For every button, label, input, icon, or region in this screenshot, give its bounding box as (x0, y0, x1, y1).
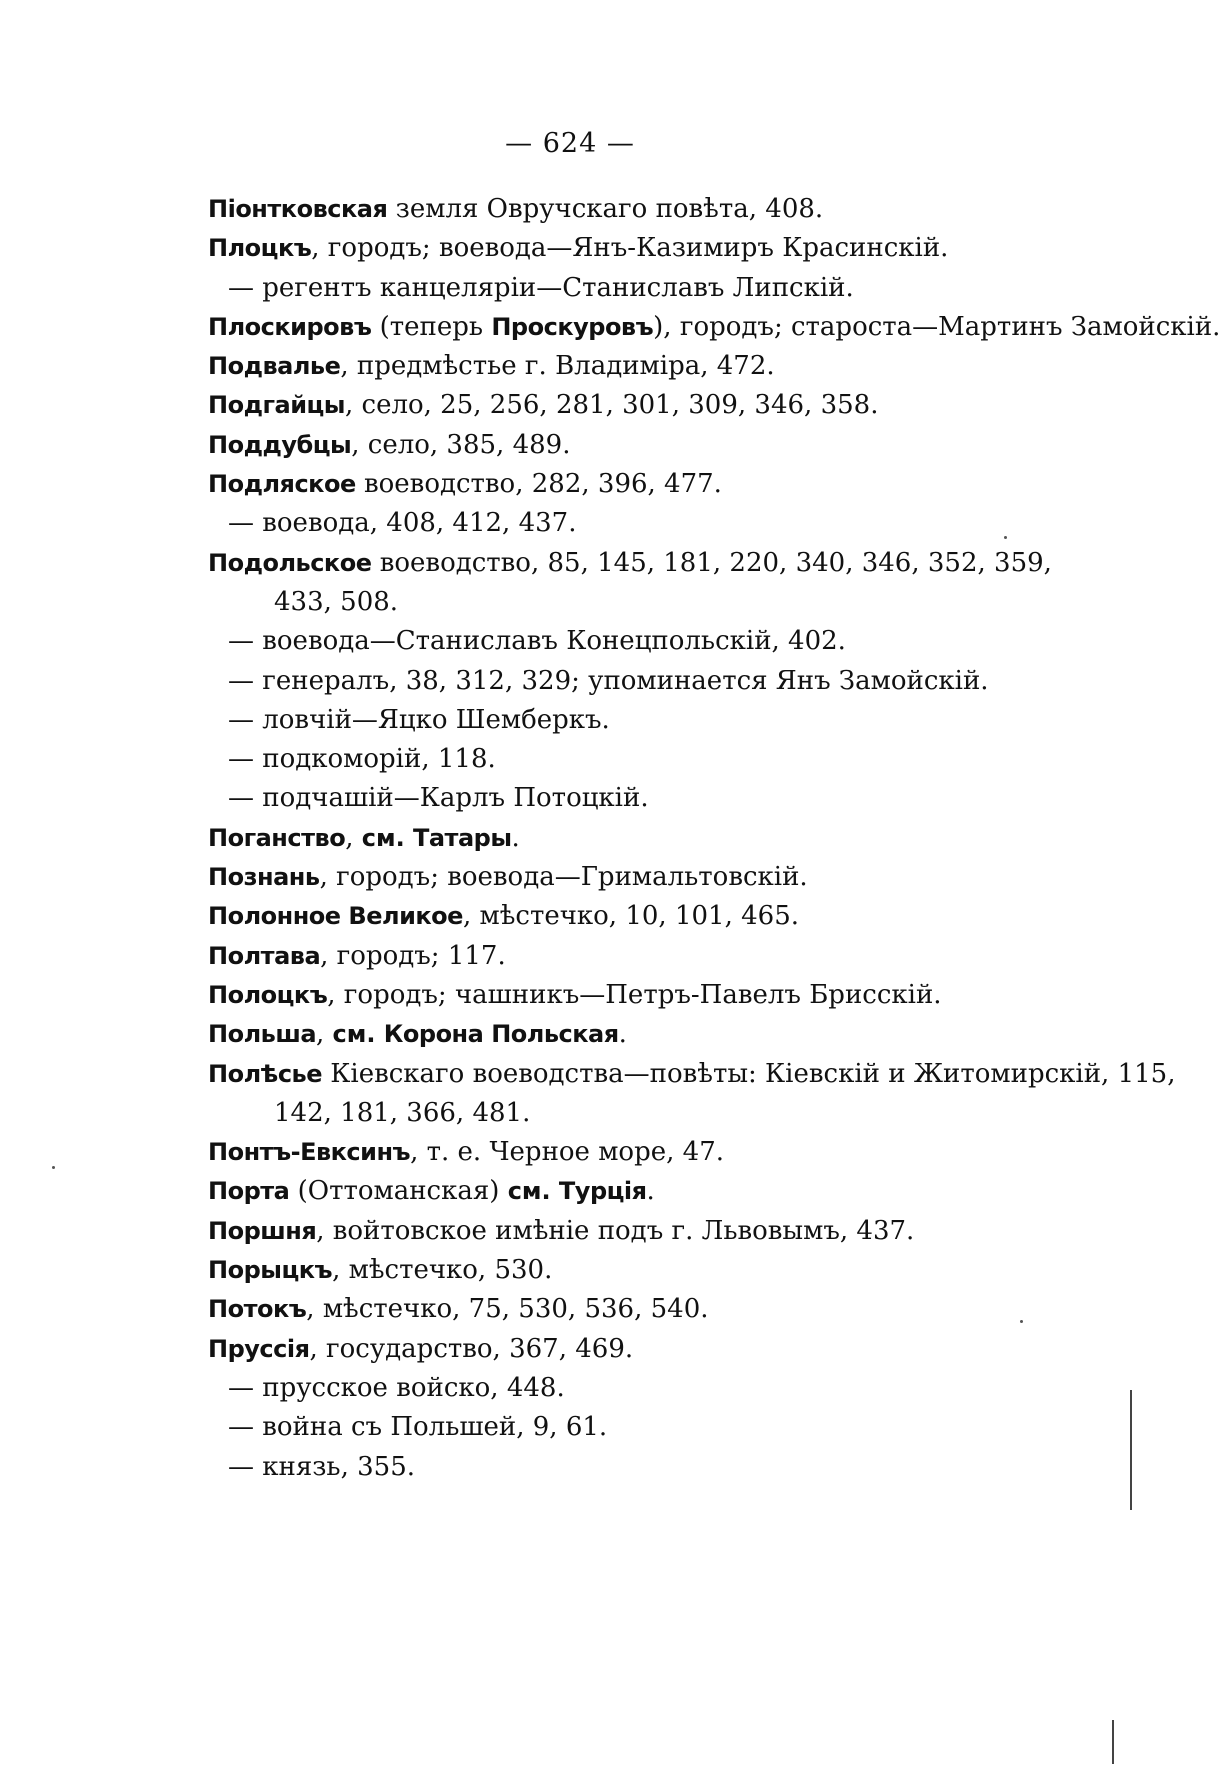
entry-text: — подкоморій, 118. (228, 744, 496, 775)
index-entry (208, 1133, 1068, 1172)
entry-headword: Корона Польская (383, 1020, 619, 1049)
entry-headword: Проскуровъ (491, 312, 654, 341)
entry-text: — ловчій—Яцко Шемберкъ. (228, 704, 610, 735)
index-entry (208, 347, 1068, 386)
entry-text: ), городъ; староста—Мартинъ Замойскій. (653, 311, 1220, 342)
entry-headword: Піонтковская (208, 195, 388, 223)
entry-text: — князь, 355. (228, 1451, 416, 1482)
entry-headword: Порта (208, 1177, 290, 1206)
entry-headword: Полонное Великое (208, 902, 463, 931)
index-entry (208, 819, 1068, 858)
entry-text: 142, 181, 366, 481. (274, 1097, 531, 1128)
see-reference-marker: см. (507, 1177, 551, 1206)
index-entry (208, 858, 1068, 897)
entry-headword: Поршня (208, 1216, 317, 1245)
entry-text: , село, 25, 256, 281, 301, 309, 346, 358. (345, 390, 879, 421)
entry-text: земля Овручскаго повѣта, 408. (387, 194, 824, 224)
entry-text: — воевода, 408, 412, 437. (228, 508, 577, 539)
index-subentry (208, 1448, 1068, 1487)
index-subentry (208, 701, 1068, 740)
index-entry (208, 386, 1068, 425)
entry-headword: Поддубцы (208, 430, 352, 459)
entry-text: Кіевскаго воеводства—повѣты: Кіевскій и Житомирскій, 115, (322, 1058, 1176, 1089)
index-entry (208, 1290, 1068, 1329)
entry-text: — прусское войско, 448. (228, 1372, 565, 1403)
entry-text: — война съ Польшей, 9, 61. (228, 1412, 608, 1443)
page-number: — 624 — (505, 128, 635, 159)
entry-text: , мѣстечко, 75, 530, 536, 540. (306, 1294, 709, 1325)
entry-headword: Плоскировъ (208, 312, 372, 341)
index-subentry (208, 662, 1068, 701)
entry-headword: Подгайцы (208, 391, 345, 420)
entry-text (405, 823, 413, 853)
entry-headword: Поганство (208, 823, 346, 852)
entry-text: , (345, 822, 362, 853)
entry-text: , государство, 367, 469. (309, 1333, 634, 1364)
print-speck (1004, 536, 1007, 539)
index-subentry (208, 779, 1068, 818)
entry-headword: Подвалье (208, 352, 341, 381)
see-reference-marker: см. (361, 823, 405, 852)
entry-text: . (618, 1019, 627, 1050)
index-continuation (208, 1094, 1068, 1133)
entry-headword: Пруссія (208, 1334, 310, 1363)
entry-text: (Оттоманская) (289, 1176, 508, 1207)
entry-headword: Полтава (208, 941, 321, 970)
entry-headword: Турція (558, 1177, 647, 1206)
page-edge-line (1130, 1390, 1132, 1510)
index-entry (208, 897, 1068, 936)
print-speck (1020, 1320, 1023, 1323)
index-continuation (208, 583, 1068, 622)
entry-text: , городъ; 117. (320, 940, 506, 971)
index-entry (208, 1015, 1068, 1054)
index-subentry (208, 1369, 1068, 1408)
entry-text (376, 1019, 384, 1049)
index-entry (208, 308, 1220, 347)
entry-text: , городъ; воевода—Янъ-Казимиръ Красинскій. (311, 233, 949, 264)
index-subentry (208, 622, 1068, 661)
entry-headword: Плоцкъ (208, 234, 312, 263)
index-entries (208, 190, 1220, 1487)
entry-headword: Порыцкъ (208, 1256, 333, 1285)
entry-text: . (511, 822, 520, 853)
entry-text: , войтовское имѣніе подъ г. Львовымъ, 437. (316, 1215, 915, 1246)
index-entry (208, 1251, 1068, 1290)
entry-headword: Подляское (208, 470, 356, 499)
entry-text: , предмѣстье г. Владиміра, 472. (340, 351, 775, 382)
entry-headword: Потокъ (208, 1295, 307, 1324)
entry-headword: Подольское (208, 548, 372, 577)
index-entry (208, 1212, 1068, 1251)
entry-text: , городъ; чашникъ—Петръ-Павелъ Брисскій. (327, 979, 942, 1010)
index-entry (208, 465, 1068, 504)
entry-text: , мѣстечко, 530. (332, 1255, 553, 1286)
index-entry (208, 937, 1068, 976)
entry-text: , мѣстечко, 10, 101, 465. (462, 901, 799, 932)
index-subentry (208, 740, 1068, 779)
print-speck (52, 1166, 55, 1169)
entry-text: , село, 385, 489. (351, 429, 571, 460)
index-subentry (208, 269, 1068, 308)
entry-text: , (316, 1019, 333, 1050)
entry-text: , т. е. Черное море, 47. (410, 1137, 724, 1168)
index-entry (208, 426, 1068, 465)
entry-headword: Польша (208, 1020, 317, 1049)
index-entry (208, 976, 1068, 1015)
entry-text: — подчашій—Карлъ Потоцкій. (228, 783, 649, 814)
entry-headword: Полѣсье (208, 1059, 322, 1088)
entry-text: воеводство, 282, 396, 477. (355, 469, 722, 500)
entry-headword: Понтъ-Евксинъ (208, 1138, 411, 1167)
index-entry (208, 544, 1068, 583)
see-reference-marker: см. (332, 1020, 376, 1049)
entry-text: . (646, 1176, 655, 1207)
index-subentry (208, 1408, 1068, 1447)
entry-text: — генералъ, 38, 312, 329; упоминается Янъ Замойскій. (228, 665, 989, 696)
entry-text: , городъ; воевода—Гримальтовскій. (319, 862, 808, 893)
index-entry (208, 229, 1068, 268)
entry-text: (теперь (371, 311, 492, 342)
page-edge-line (1112, 1720, 1114, 1764)
index-entry (208, 1055, 1176, 1094)
index-subentry (208, 504, 1068, 543)
entry-text: — воевода—Станиславъ Конецпольскій, 402. (228, 626, 846, 657)
entry-headword: Полоцкъ (208, 980, 328, 1009)
index-entry (208, 1172, 1068, 1211)
entry-text (551, 1176, 559, 1206)
entry-text: 433, 508. (274, 586, 399, 617)
index-entry (208, 1330, 1068, 1369)
entry-headword: Познань (208, 863, 320, 892)
entry-text: — регентъ канцеляріи—Станиславъ Липскій. (228, 272, 854, 303)
entry-headword: Татары (412, 823, 512, 852)
index-entry (208, 190, 1068, 229)
entry-text: воеводство, 85, 145, 181, 220, 340, 346, 352, 359, (371, 547, 1052, 578)
